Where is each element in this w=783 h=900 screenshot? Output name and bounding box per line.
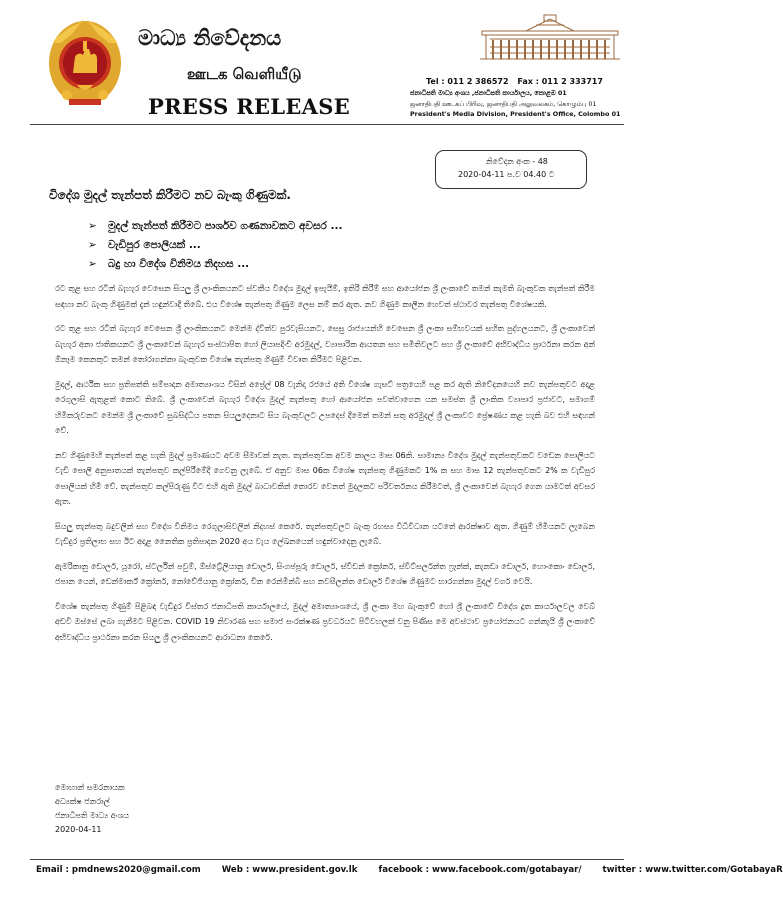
presidential-building-image [476, 13, 624, 61]
title-sinhala: මාධ්‍ය නිවේදනය [138, 26, 282, 50]
title-tamil: ஊடக வெளியீடு [187, 65, 302, 83]
address-sinhala: ජනාධිපති මාධ්‍ය අංශය ,ජනාධිපති කාර්යාලය, කොළඹ 01 [410, 89, 567, 97]
highlight-item: ➢ බදු හා විදේශ විනිමය නිදහස ... [88, 255, 342, 274]
footer-facebook[interactable]: facebook : www.facebook.com/gotabayar/ [378, 865, 582, 875]
arrow-bullet-icon: ➢ [88, 220, 97, 232]
body-text [55, 281, 595, 654]
address-tamil: ஜனாதிபதி ஊடகப் பிரிவு, ஜனாதிபதி அலுவலகம், கொழும்பு 01 [410, 100, 597, 108]
arrow-bullet-icon: ➢ [88, 258, 97, 270]
signature-date: 2020-04-11 [55, 825, 102, 834]
release-number: නිවේදන අංක - 48 [486, 157, 548, 166]
tel-number: Tel : 011 2 386572 [426, 77, 509, 86]
arrow-bullet-icon: ➢ [88, 239, 97, 251]
contact-phones [426, 77, 609, 86]
paragraph: විශේෂ තැන්පතු ගිණුම් පිළිබඳ වැඩිදුර විස්තර ජනාධිපති කාර්යාලයේ, මුදල් අමාත්‍යාංශයේ, ශ්‍රී ලංකා මහ බැංකුවේ හෝ ශ්‍රී ලංකාවේ විදේශ දූත කාර්යාලවල වෙබ් අඩවි ඔස්සේ ලබා ගැනීමට පිළිවන. COVID 19 නිවාරණ සහ සමාජ සංරක්ෂණ ප්‍රවර්ධයට පිටිවහලක් වනු පිණිස මෙ අවස්ථාව ප්‍රයෝජනයට ගන්නැයි ශ්‍රී ලංකාවේ අභිවෘද්ධිය ප්‍රාර්ථනා කරන සියලු ශ්‍රී ලාංකිකයනට ආරාධනා කෙරේ. [55, 601, 595, 642]
signature-block [55, 781, 129, 837]
address-english: President's Media Division, President's Office, Colombo 01 [410, 110, 621, 118]
footer-twitter[interactable]: twitter : www.twitter.com/GotabayaR [602, 865, 783, 875]
highlight-item: ➢ වැඩිපුර පොලියක් ... [88, 236, 342, 255]
sri-lanka-emblem [47, 13, 123, 109]
header-divider [30, 124, 624, 125]
highlights-list [88, 217, 342, 274]
signatory-name: මොහාන් සමරනායක [55, 783, 125, 792]
signatory-division: ජනාධිපති මාධ්‍ය අංශය [55, 811, 130, 820]
footer-email[interactable]: Email : pmdnews2020@gmail.com [36, 865, 201, 875]
paragraph: මුදල්, ආර්ථික සහ ප්‍රතිපත්ති සම්පාදන අමාත්‍යාංශය විසින් අප්‍රේල් 08 වැනිදා රජයේ අති විශේෂ ගැසට් පත්‍රයෙහි පළ කර ඇති නිවේදනයෙහි නව තැන්පතුවට අදාළ රෙගුලාසි ඇතුළත් කොට තිබේ. ශ්‍රී ලංකාවෙන් බැහැර විදේශ මුදල් තැන්පතු හෝ ආයෝජන පවත්වාගෙන යන සමස්ත ශ්‍රී ලාංකික ව්‍යාපාර ප්‍රජාවට, සමාගම් හිමිකරුවනට මෙන්ම ශ්‍රී ලංකාවේ සුබසිද්ධිය පතන සියලුදෙනාට සිය බැංකුවලට උපදෙස් දීමෙන් තමන් සතු අරමුදල් ශ්‍රී ලංකාවට ප්‍රේෂණය කළ හැකි බව එහි සඳහන් වේ. [55, 379, 595, 435]
paragraph: රට තුළ සහ රටින් බැහැර වෙසෙන ශ්‍රී ලාංකිකයනට මෙන්ම ද්විත්ව පුරවැසියනට, සෙසු රාජ්‍යයන්හි වෙසෙන ශ්‍රී ලංකා සම්භවයක් සහිත පුද්ගලයනට, ශ්‍රී ලංකාවෙන් බැහැර අනා ජාතිකයනට ශ්‍රී ලංකාවෙන් බැහැර සංස්ථාපිත හෝ ලියාපදිංචි අරමුදල්, ව්‍යාපාරික ආයතන සහ සමිතිවලට සහ ශ්‍රී ලංකාවේ අභිවෘද්ධිය ප්‍රාර්ථනා කරන අන් ඕනෑම කෙනකුට තමන් තෝරාගන්නා බැංකුවක විශේෂ තැන්පතු ගිණුම් විවෘත කිරීමට පිළිවන. [55, 324, 595, 364]
footer-divider [30, 859, 624, 860]
fax-number: Fax : 011 2 333717 [517, 77, 603, 86]
reference-box [435, 150, 587, 189]
headline: විදේශ මුදල් තැන්පත් කිරීමට නව බැංකු ගිණුමක්. [49, 188, 291, 202]
paragraph: සියලු තැන්පතු බදුවලින් සහ විදේශ විනිමය රෙගුලාසිවලින් නිදහස් කෙරේ. තැන්පතුවලට බැංකු රහස්‍ය විධිවිධාන යටතේ ආරක්ෂාව ඇත. ගිණුම් හිමියනට ලැබෙන වැඩිදුර ප්‍රතිලාභ සහ ඊට අදාළ නෛතික ප්‍රතිපාදන 2020 අය වැය ලේඛනයෙන් හඳුන්වාදෙනු ලැබේ. [55, 521, 595, 546]
release-date: 2020-04-11 ප.ව 04.40 ට [458, 170, 555, 179]
paragraph: රට තුළ සහ රටින් බැහැර වෙසෙන සියලු ශ්‍රී ලාංකිකයනට ස්වකීය විදේශ මුදල් ඉපැයීම්, ඉතිරි කිරීම් සහ ආයෝජන ශ්‍රී ලංකාවේ තමන් කැමති බැංකුවක තැන්පත් කිරීම සඳහා නව බැංකු ගිණුමක් දැන් හඳුන්වාදී තිබේ. එය විශේෂ තැන්පතු ගිණුම ලෙස නම් කර ඇත. නව ගිණුම කාලීන හෙවත් ස්ථාවර තැන්පතු විශේෂයකි. [55, 284, 595, 309]
footer-web[interactable]: Web : www.president.gov.lk [221, 865, 358, 875]
paragraph: නව ගිණුමෙහි තැන්පත් කළ හැකි මුදල් ප්‍රමාණයට අවම සීමාවක් නැත. තැන්පතුවක අවම කාලය මාස 06කි. සාමාන්‍ය විදේශ මුදල් තැන්පතුවකට වඩෙන පොලියට වැඩි පොලී අනුපාතයක් තැන්පතුව කල්පිරීමේදී ගෙවනු ලැබේ. ඒ අනුව මාස 06ක විශේෂ තැන්පතු ගිණුමකට 1% ක සහ මාස 12 තැන්පතුවකට 2% ක වැඩිපුර පොලියක් හිමි වේ. තැන්පතුව කල්පිරුණු විට එහි ඇති මුදල් බාධාවකින් තොරව වෙනත් මුදලකට පරිවර්තනය කිරීමටත්, ශ්‍රී ලංකාවෙන් බැහැර ගෙන යාමටත් අවසර ඇත. [55, 450, 595, 506]
title-english: PRESS RELEASE [148, 94, 351, 119]
paragraph: ඇමරිකානු ඩොලර්, යූරෝ, ස්ටර්ලින් පවුම්, ඕස්ට්‍රේලියානු ඩොලර්, සිංගප්පූරු ඩොලර්, ස්වීඩන් ක්‍රෝනර්, ස්විට්සර්ලන්ත ෆ්‍රෑන්ක්, කැනඩා ඩොලර්, හොංකොං ඩොලර්, ජපාන යෙන්, ඩෙන්මාර්ක් ක්‍රෝනර්, නෝවේජියානු ක්‍රෝනර්, චීන රෙන්මින්බි සහ නවසීලන්ත ඩොලර් විශේෂ ගිණුමට භාරගන්නා මුදල් වර්ග වෙයි. [55, 561, 595, 586]
signatory-title: අධ්‍යක්ෂ ජනරාල් [55, 797, 110, 806]
footer-contacts [36, 865, 783, 875]
highlight-item: ➢ මුදල් තැන්පත් කිරීමට පාර්ශව ගණනාවකට අවසර ... [88, 217, 342, 236]
